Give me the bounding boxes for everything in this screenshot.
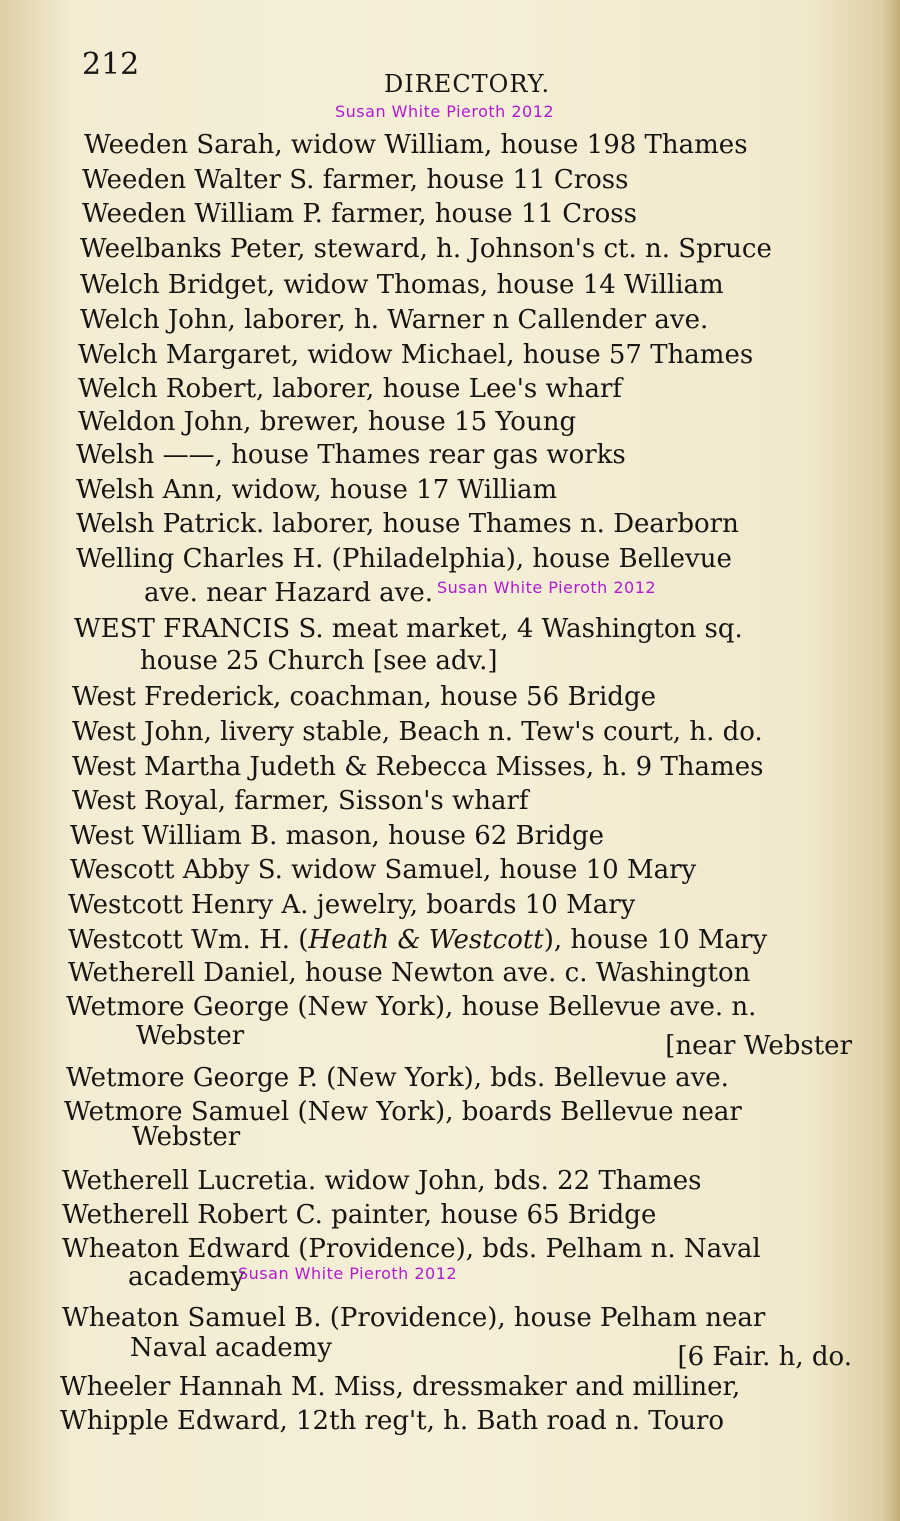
directory-line: Wetherell Daniel, house Newton ave. c. Washington: [68, 958, 751, 988]
directory-line: Wheaton Edward (Providence), bds. Pelham n. Naval: [62, 1234, 761, 1264]
directory-line: Weeden William P. farmer, house 11 Cross: [82, 199, 637, 229]
watermark: Susan White Pieroth 2012: [238, 1264, 458, 1283]
directory-line: Welsh Ann, widow, house 17 William: [76, 475, 558, 505]
directory-line: Welsh ——, house Thames rear gas works: [76, 440, 626, 470]
directory-line: Weldon John, brewer, house 15 Young: [78, 407, 577, 437]
directory-line: house 25 Church [see adv.]: [140, 646, 498, 676]
directory-line-runover: [near Webster: [665, 1031, 852, 1061]
directory-line: Welling Charles H. (Philadelphia), house Bellevue: [76, 544, 732, 574]
directory-line: West Frederick, coachman, house 56 Bridge: [72, 682, 656, 712]
directory-line: Welch John, laborer, h. Warner n Callender ave.: [80, 305, 709, 335]
directory-line: West Martha Judeth & Rebecca Misses, h. 9 Thames: [72, 752, 764, 782]
directory-line: Welsh Patrick. laborer, house Thames n. Dearborn: [76, 509, 739, 539]
directory-line-runover: [6 Fair. h, do.: [677, 1342, 852, 1372]
directory-line-part: Westcott Wm. H. (: [68, 925, 309, 955]
directory-line: academy: [128, 1262, 245, 1292]
firm-name: Heath & Westcott: [308, 925, 544, 955]
directory-line: Naval academy: [130, 1333, 332, 1363]
directory-line: ave. near Hazard ave.: [144, 578, 433, 608]
directory-line: Webster: [132, 1122, 241, 1152]
directory-line: Wetmore George P. (New York), bds. Bellevue ave.: [66, 1063, 729, 1093]
directory-line: Westcott Henry A. jewelry, boards 10 Mary: [68, 890, 636, 920]
directory-line: Welch Margaret, widow Michael, house 57 Thames: [78, 340, 754, 370]
directory-line: [68, 925, 767, 955]
running-head: DIRECTORY.: [384, 70, 551, 98]
directory-line: Welch Robert, laborer, house Lee's wharf: [78, 374, 623, 404]
directory-line: Wetherell Lucretia. widow John, bds. 22 Thames: [62, 1166, 702, 1196]
watermark: Susan White Pieroth 2012: [335, 102, 555, 121]
directory-line: Wheaton Samuel B. (Providence), house Pelham near: [62, 1303, 766, 1333]
directory-line: Wetmore Samuel (New York), boards Bellevue near: [64, 1097, 742, 1127]
directory-line-part: ), house 10 Mary: [543, 925, 768, 955]
directory-line: Weeden Walter S. farmer, house 11 Cross: [82, 165, 629, 195]
directory-line: Weeden Sarah, widow William, house 198 Thames: [84, 130, 748, 160]
directory-line: Whipple Edward, 12th reg't, h. Bath road n. Touro: [60, 1406, 725, 1436]
directory-line: West John, livery stable, Beach n. Tew's court, h. do.: [72, 717, 763, 747]
directory-line: Welch Bridget, widow Thomas, house 14 William: [80, 270, 724, 300]
watermark: Susan White Pieroth 2012: [437, 578, 657, 597]
directory-line: Wetherell Robert C. painter, house 65 Bridge: [62, 1200, 657, 1230]
directory-line: Webster: [136, 1021, 245, 1051]
directory-line: Wetmore George (New York), house Bellevue ave. n.: [66, 992, 757, 1022]
directory-line: West Royal, farmer, Sisson's wharf: [72, 786, 529, 816]
directory-line: Wheeler Hannah M. Miss, dressmaker and milliner,: [60, 1372, 741, 1402]
directory-line: WEST FRANCIS S. meat market, 4 Washington sq.: [74, 614, 743, 644]
directory-line: Wescott Abby S. widow Samuel, house 10 Mary: [70, 855, 697, 885]
page-number: 212: [82, 47, 140, 82]
directory-line: West William B. mason, house 62 Bridge: [70, 821, 605, 851]
directory-line: Weelbanks Peter, steward, h. Johnson's ct. n. Spruce: [80, 234, 772, 264]
